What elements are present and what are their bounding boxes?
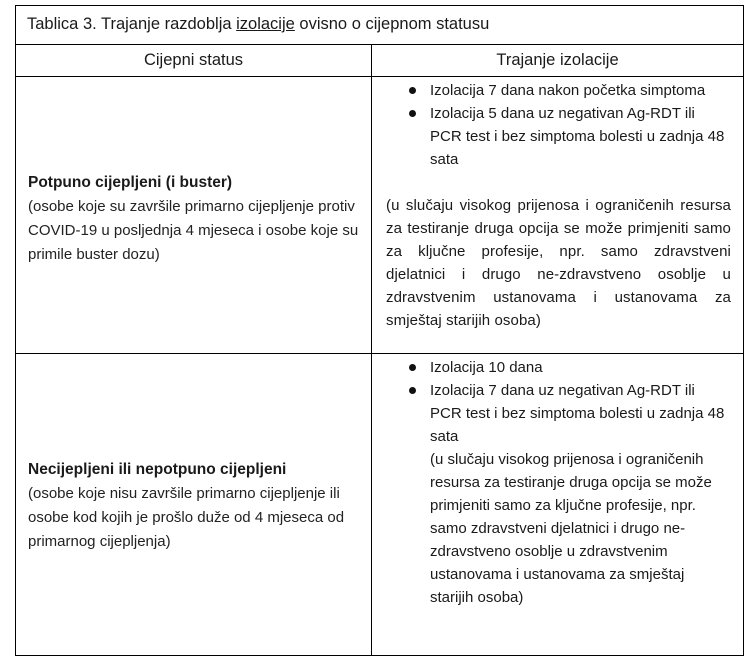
caption-suffix: ovisno o cijepnom statusu: [294, 15, 490, 33]
table-caption: [16, 6, 743, 45]
list-item-text: Izolacija 7 dana uz negativan Ag-RDT ili PCR test i bez simptoma bolesti u zadnja 48 sata: [430, 382, 725, 445]
status-description: (osobe koje nisu završile primarno cijepljenje ili osobe kod kojih je prošlo duže od 4 mjeseca od primarnog cijepljenja): [28, 485, 345, 550]
duration-cell: [372, 354, 743, 655]
duration-list: [372, 356, 743, 448]
status-cell: [16, 354, 372, 655]
list-item: [372, 102, 743, 171]
table-row: [16, 77, 743, 354]
duration-note: (u slučaju visokog prijenosa i ograničenih resursa za testiranje druga opcija se može primjeniti samo za ključne profesije, npr. samo zdravstveni djelatnici i drugo ne-zdravstveno osoblje u zdravstvenim ustanovama i ustanovama za smještaj starijih osoba): [430, 451, 712, 606]
duration-list: [372, 79, 743, 171]
status-cell: [16, 77, 372, 353]
list-item-text: Izolacija 10 dana: [430, 359, 543, 376]
status-description: (osobe koje su završile primarno cijepljenje protiv COVID-19 u posljednja 4 mjeseca i osobe koje su primile buster dozu): [28, 198, 359, 263]
bullet-icon: [409, 110, 416, 117]
caption-underlined-word: izolacije: [236, 15, 295, 33]
isolation-table: [15, 5, 744, 656]
list-item: [372, 379, 743, 448]
bullet-icon: [409, 387, 416, 394]
status-title: Potpuno cijepljeni (i buster): [28, 174, 233, 191]
table-row: [16, 354, 743, 655]
caption-prefix: Tablica 3. Trajanje razdoblja: [27, 15, 237, 33]
list-item-text: Izolacija 5 dana uz negativan Ag-RDT ili PCR test i bez simptoma bolesti u zadnja 48 sata: [430, 105, 725, 168]
list-item: [372, 79, 743, 102]
column-header-status: Cijepni status: [16, 45, 372, 77]
column-header-duration: Trajanje izolacije: [372, 45, 743, 77]
list-item: [372, 356, 743, 379]
duration-note: (u slučaju visokog prijenosa i ograničenih resursa za testiranje druga opcija se može primjeniti samo za ključne profesije, npr. samo zdravstveni djelatnici i drugo ne-zdravstveno osoblje u zdravstvenim ustanovama i ustanovama za smještaj starijih osoba): [386, 197, 731, 329]
status-title: Necijepljeni ili nepotpuno cijepljeni: [28, 461, 287, 478]
bullet-icon: [409, 87, 416, 94]
duration-cell: [372, 77, 743, 353]
list-item-text: Izolacija 7 dana nakon početka simptoma: [430, 82, 706, 99]
bullet-icon: [409, 364, 416, 371]
